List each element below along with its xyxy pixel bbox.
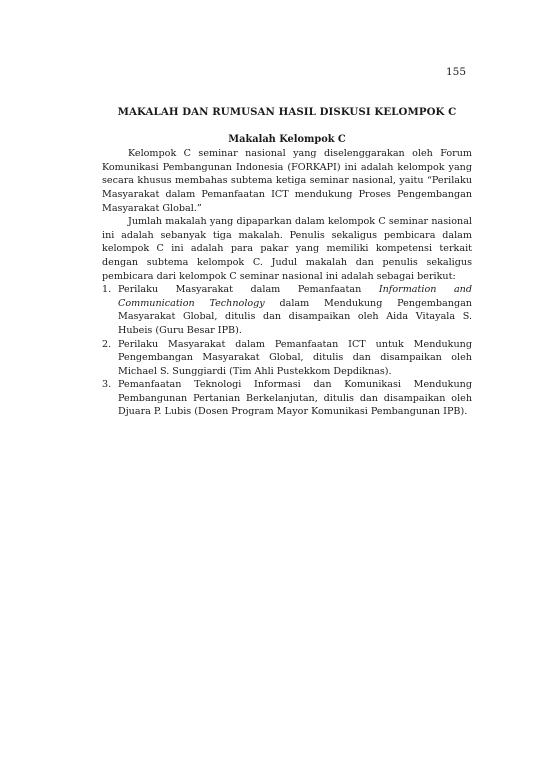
page-number: 155 <box>445 66 466 78</box>
paper-list <box>102 283 472 419</box>
list-item-number: 3. <box>102 379 112 391</box>
list-item-text-end: dalam Mendukung Pengembangan Masyarakat Global, ditulis dan disampaikan oleh Aida Vitayala S. Hubeis (Guru Besar IPB). <box>118 297 472 336</box>
list-item <box>102 378 472 419</box>
paragraph-intro: Kelompok C seminar nasional yang diselenggarakan oleh Forum Komunikasi Pembangunan Indonesia (FORKAPI) ini adalah kelompok yang secara khusus membahas subtema ketiga seminar nasional, yaitu “Perilaku Masyarakat dalam Pemanfaatan ICT mendukung Proses Pengembangan Masyarakat Global.” <box>102 148 472 214</box>
list-item <box>102 283 472 337</box>
section-title: MAKALAH DAN RUMUSAN HASIL DISKUSI KELOMPOK C <box>117 106 457 118</box>
list-item-number: 1. <box>102 284 112 296</box>
list-item-text: Perilaku Masyarakat dalam Pemanfaatan ICT untuk Mendukung Pengembangan Masyarakat Global, ditulis dan disampaikan oleh Michael S. Sunggiardi (Tim Ahli Pustekkom Depdiknas). <box>118 338 472 377</box>
list-item-number: 2. <box>102 338 112 350</box>
list-item-text: Pemanfaatan Teknologi Informasi dan Komunikasi Mendukung Pembangunan Pertanian Berkelanjutan, ditulis dan disampaikan oleh Djuara P. Lubis (Dosen Program Mayor Komunikasi Pembangunan IPB). <box>118 379 472 418</box>
list-item <box>102 338 472 379</box>
paragraph-papers: Jumlah makalah yang dipaparkan dalam kelompok C seminar nasional ini adalah sebanyak tiga makalah. Penulis sekaligus pembicara dalam kelompok C ini adalah para pakar yang memiliki kompetensi terkait dengan subtema kelompok C. Judul makalah dan penulis sekaligus pembicara dari kelompok C seminar nasional ini adalah sebagai berikut: <box>102 216 472 282</box>
list-item-text: Perilaku Masyarakat dalam Pemanfaatan <box>118 284 379 296</box>
list-item-italic-text: Information and Communication Technology <box>118 284 472 309</box>
section-subtitle: Makalah Kelompok C <box>228 133 346 145</box>
page-content <box>102 106 472 419</box>
